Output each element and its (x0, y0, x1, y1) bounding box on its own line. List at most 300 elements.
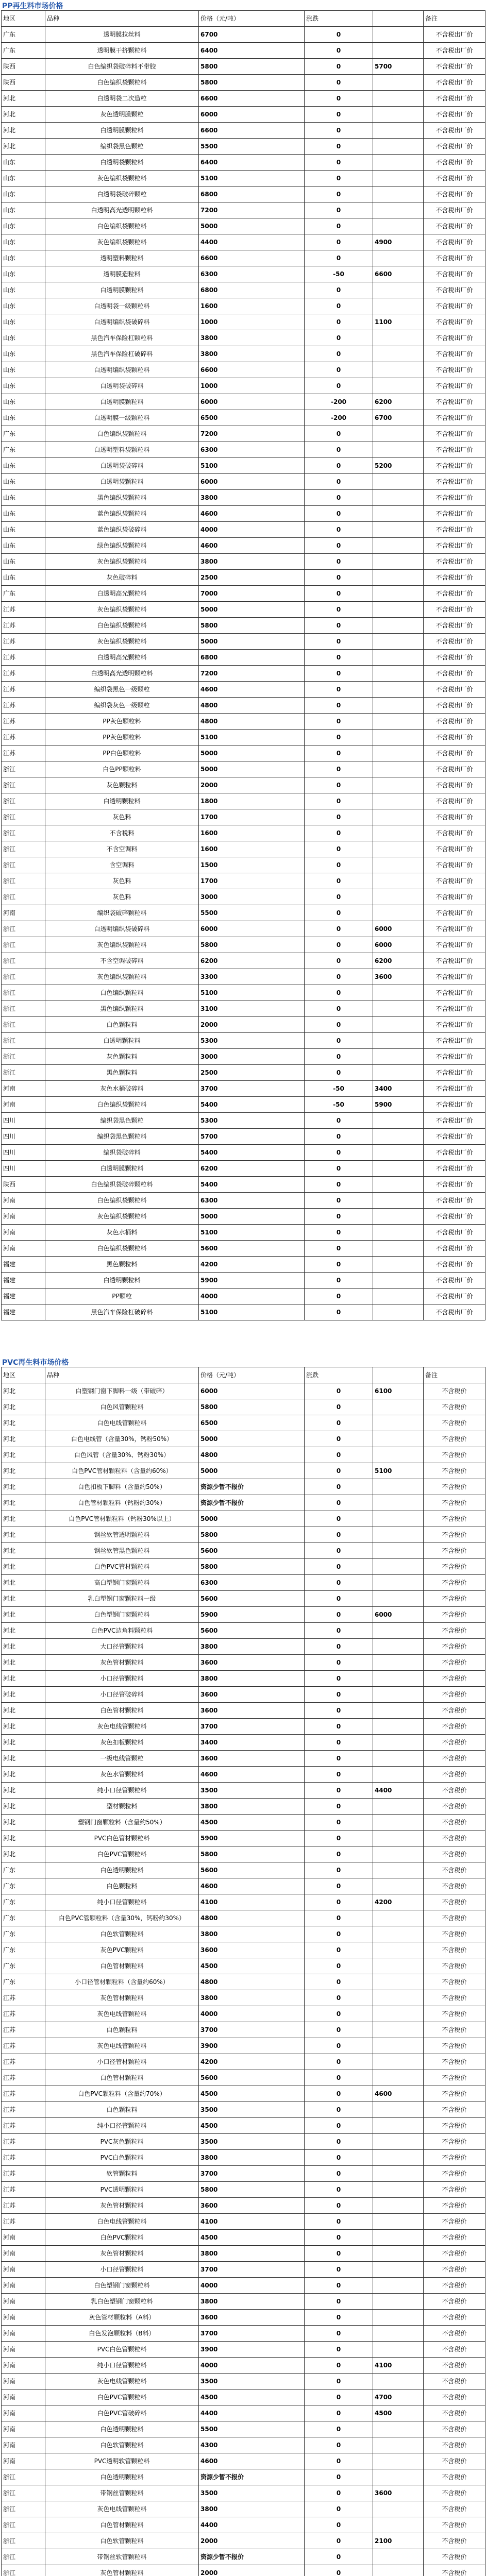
note-cell: 不含税价 (424, 1862, 485, 1878)
region-cell: 河南 (2, 1209, 45, 1225)
region-cell: 河北 (2, 1511, 45, 1527)
region-cell: 山东 (2, 458, 45, 474)
price-cell: 2500 (199, 570, 305, 586)
extra-price-cell (373, 2326, 424, 2342)
table-row (2, 953, 485, 969)
note-cell: 不含税价 (424, 1815, 485, 1831)
extra-price-cell (373, 1575, 424, 1591)
region-cell: 河北 (2, 1831, 45, 1846)
product-cell: 白透明膜颗粒料 (45, 282, 199, 298)
extra-price-cell (373, 1735, 424, 1751)
product-cell: 灰色电线管颗粒料 (45, 2374, 199, 2389)
price-cell: 6000 (199, 107, 305, 123)
note-cell: 不含税出厂价 (424, 1304, 485, 1320)
product-cell: 白色编织袋颗粒料 (45, 1097, 199, 1113)
note-cell: 不含税出厂价 (424, 75, 485, 91)
note-cell: 不含税出厂价 (424, 1241, 485, 1257)
price-cell: 3800 (199, 1639, 305, 1655)
change-cell: 0 (305, 1559, 373, 1575)
extra-price-cell: 6700 (373, 410, 424, 426)
change-cell: 0 (305, 1990, 373, 2006)
region-cell: 浙江 (2, 2517, 45, 2533)
product-cell: 灰色颗粒料 (45, 777, 199, 793)
region-cell: 江苏 (2, 698, 45, 714)
table-row (2, 1383, 485, 1399)
product-cell: 白透明膜颗粒料 (45, 123, 199, 139)
region-cell: 浙江 (2, 2485, 45, 2501)
table-row (2, 250, 485, 266)
region-cell: 河南 (2, 2374, 45, 2389)
product-cell: 小口径管材颗粒料（含量约60%） (45, 1974, 199, 1990)
change-cell: 0 (305, 793, 373, 809)
product-cell: 灰色管材颗粒料 (45, 2565, 199, 2576)
table-row (2, 1703, 485, 1719)
product-cell: 白透明编织袋颗粒料 (45, 362, 199, 378)
price-cell: 1500 (199, 857, 305, 873)
extra-price-cell (373, 1049, 424, 1065)
table-row (2, 1399, 485, 1415)
price-cell: 5000 (199, 745, 305, 761)
price-cell: 4600 (199, 538, 305, 554)
extra-price-cell (373, 1862, 424, 1878)
note-cell: 不含税出厂价 (424, 1193, 485, 1209)
note-cell: 不含税价 (424, 2150, 485, 2166)
product-cell: PVC灰色颗粒料 (45, 2134, 199, 2150)
extra-price-cell (373, 2198, 424, 2214)
note-cell: 不含税价 (424, 1623, 485, 1639)
change-cell: 0 (305, 1193, 373, 1209)
change-cell: 0 (305, 314, 373, 330)
table-row (2, 1001, 485, 1017)
change-cell: 0 (305, 218, 373, 234)
region-cell: 河南 (2, 2294, 45, 2310)
region-cell: 江苏 (2, 2150, 45, 2166)
product-cell: 白色颗粒料 (45, 2022, 199, 2038)
note-cell: 不含税出厂价 (424, 1161, 485, 1177)
region-cell: 广东 (2, 43, 45, 59)
region-cell: 河北 (2, 1671, 45, 1687)
product-cell: 纯小口径管颗粒料 (45, 1783, 199, 1799)
change-cell: 0 (305, 1942, 373, 1958)
price-cell: 4000 (199, 2278, 305, 2294)
price-cell: 6300 (199, 1193, 305, 1209)
product-cell: 编织袋黑色颗粒 (45, 139, 199, 155)
region-cell: 浙江 (2, 889, 45, 905)
extra-price-cell (373, 1289, 424, 1304)
change-cell: 0 (305, 2182, 373, 2198)
note-cell: 不含税出厂价 (424, 985, 485, 1001)
product-cell: 灰色编织袋颗粒料 (45, 554, 199, 570)
region-cell: 河南 (2, 1097, 45, 1113)
table-row (2, 2022, 485, 2038)
table-row (2, 314, 485, 330)
price-cell: 2500 (199, 1065, 305, 1081)
extra-price-cell (373, 825, 424, 841)
extra-price-cell (373, 602, 424, 618)
note-cell: 不含税出厂价 (424, 218, 485, 234)
table-row (2, 346, 485, 362)
table-row (2, 2421, 485, 2437)
table-row (2, 410, 485, 426)
price-cell: 4800 (199, 1447, 305, 1463)
header-region: 地区 (2, 1367, 45, 1383)
extra-price-cell (373, 1591, 424, 1607)
product-cell: 黑色颗粒料 (45, 1257, 199, 1273)
region-cell: 江苏 (2, 2182, 45, 2198)
note-cell: 不含税价 (424, 2166, 485, 2182)
change-cell: 0 (305, 1399, 373, 1415)
region-cell: 河北 (2, 1607, 45, 1623)
note-cell: 不含税出厂价 (424, 1257, 485, 1273)
extra-price-cell (373, 1910, 424, 1926)
extra-price-cell (373, 793, 424, 809)
extra-price-cell (373, 634, 424, 650)
extra-price-cell (373, 2469, 424, 2485)
region-cell: 浙江 (2, 985, 45, 1001)
table-row (2, 362, 485, 378)
extra-price-cell (373, 2453, 424, 2469)
extra-price-cell (373, 474, 424, 490)
note-cell: 不含税出厂价 (424, 841, 485, 857)
change-cell: 0 (305, 714, 373, 730)
note-cell: 不含税出厂价 (424, 634, 485, 650)
extra-price-cell (373, 1145, 424, 1161)
note-cell: 不含税出厂价 (424, 107, 485, 123)
table-row (2, 1431, 485, 1447)
extra-price-cell (373, 1687, 424, 1703)
change-cell: 0 (305, 330, 373, 346)
header-product: 品种 (45, 11, 199, 27)
price-cell: 2000 (199, 777, 305, 793)
change-cell: 0 (305, 1479, 373, 1495)
price-cell: 7200 (199, 426, 305, 442)
product-cell: PP灰色颗粒料 (45, 714, 199, 730)
product-cell: 白色PVC边角料颗粒料 (45, 1623, 199, 1639)
price-cell: 4100 (199, 1894, 305, 1910)
extra-price-cell (373, 1495, 424, 1511)
region-cell: 河北 (2, 1783, 45, 1799)
table-row (2, 2517, 485, 2533)
change-cell: 0 (305, 1926, 373, 1942)
extra-price-cell (373, 378, 424, 394)
table-row (2, 666, 485, 682)
region-cell: 广东 (2, 1974, 45, 1990)
price-cell: 4800 (199, 698, 305, 714)
product-cell: 白色透明颗粒料 (45, 2469, 199, 2485)
note-cell: 不含税出厂价 (424, 346, 485, 362)
price-cell: 4500 (199, 1958, 305, 1974)
region-cell: 河北 (2, 1415, 45, 1431)
extra-price-cell (373, 1974, 424, 1990)
change-cell: -200 (305, 410, 373, 426)
region-cell: 江苏 (2, 602, 45, 618)
extra-price-cell (373, 809, 424, 825)
table-row (2, 171, 485, 187)
change-cell: 0 (305, 937, 373, 953)
price-cell: 5800 (199, 75, 305, 91)
table-row (2, 394, 485, 410)
table-row (2, 2294, 485, 2310)
extra-price-cell (373, 1719, 424, 1735)
product-cell: 钢丝软管透明颗粒料 (45, 1527, 199, 1543)
change-cell: -50 (305, 1097, 373, 1113)
price-cell: 1600 (199, 825, 305, 841)
header-price: 价格（元/吨） (199, 1367, 305, 1383)
note-cell: 不含税价 (424, 2278, 485, 2294)
extra-price-cell: 6100 (373, 1383, 424, 1399)
note-cell: 不含税出厂价 (424, 698, 485, 714)
table-row (2, 554, 485, 570)
product-cell: 白透明袋二次造粒 (45, 91, 199, 107)
table-row (2, 570, 485, 586)
note-cell: 不含税出厂价 (424, 969, 485, 985)
note-cell: 不含税出厂价 (424, 921, 485, 937)
table-row (2, 426, 485, 442)
note-cell: 不含税价 (424, 1415, 485, 1431)
change-cell: 0 (305, 1974, 373, 1990)
product-cell: 透明膜拉丝料 (45, 27, 199, 43)
price-cell: 4400 (199, 2405, 305, 2421)
extra-price-cell (373, 2517, 424, 2533)
extra-price-cell (373, 490, 424, 506)
product-cell: 白色PVC管颗粒料（含量30%，钙粉约30%） (45, 1910, 199, 1926)
product-cell: 白色管材颗粒料 (45, 2517, 199, 2533)
change-cell: 0 (305, 905, 373, 921)
price-cell: 3500 (199, 2374, 305, 2389)
table-row (2, 2485, 485, 2501)
region-cell: 浙江 (2, 953, 45, 969)
region-cell: 河北 (2, 1431, 45, 1447)
price-cell: 6600 (199, 250, 305, 266)
header-product: 品种 (45, 1367, 199, 1383)
price-cell: 4500 (199, 1815, 305, 1831)
table-row (2, 1177, 485, 1193)
change-cell: 0 (305, 91, 373, 107)
product-cell: PVC白色管颗粒料 (45, 2342, 199, 2358)
note-cell: 不含税价 (424, 2421, 485, 2437)
change-cell: 0 (305, 250, 373, 266)
change-cell: 0 (305, 1735, 373, 1751)
change-cell: 0 (305, 985, 373, 1001)
product-cell: 白色扣板下脚料（含量约50%） (45, 1479, 199, 1495)
price-cell: 6600 (199, 362, 305, 378)
product-cell: 透明塑料颗粒料 (45, 250, 199, 266)
extra-price-cell (373, 362, 424, 378)
change-cell: 0 (305, 921, 373, 937)
extra-price-cell (373, 123, 424, 139)
price-cell: 2000 (199, 1017, 305, 1033)
region-cell: 山东 (2, 394, 45, 410)
price-cell: 5400 (199, 1097, 305, 1113)
table-row (2, 378, 485, 394)
pp-section-title: PP再生料市场价格 (2, 2, 63, 10)
change-cell: 0 (305, 59, 373, 75)
product-cell: 白色管材颗粒料 (45, 2070, 199, 2086)
extra-price-cell (373, 155, 424, 171)
product-cell: 白色软管颗粒料 (45, 1926, 199, 1942)
table-row (2, 1543, 485, 1559)
change-cell: 0 (305, 2070, 373, 2086)
price-cell: 资源少暂不报价 (199, 1495, 305, 1511)
region-cell: 江苏 (2, 745, 45, 761)
change-cell: 0 (305, 825, 373, 841)
note-cell: 不含税出厂价 (424, 394, 485, 410)
product-cell: 白色编织袋破碎颗粒料 (45, 1177, 199, 1193)
region-cell: 河南 (2, 1193, 45, 1209)
table-row (2, 761, 485, 777)
table-row (2, 889, 485, 905)
product-cell: 灰色编织袋颗粒料 (45, 1209, 199, 1225)
note-cell: 不含税出厂价 (424, 761, 485, 777)
product-cell: 大口径管颗粒料 (45, 1639, 199, 1655)
header-extra (373, 11, 424, 27)
change-cell: 0 (305, 1639, 373, 1655)
change-cell: 0 (305, 2485, 373, 2501)
product-cell: 高白塑钢门窗颗粒料 (45, 1575, 199, 1591)
product-cell: 灰色管材颗粒料 (45, 1990, 199, 2006)
table-row (2, 2230, 485, 2246)
extra-price-cell (373, 2278, 424, 2294)
change-cell: 0 (305, 2150, 373, 2166)
price-cell: 4600 (199, 1878, 305, 1894)
table-row (2, 266, 485, 282)
product-cell: 灰色透明膜颗粒 (45, 107, 199, 123)
note-cell: 不含税出厂价 (424, 793, 485, 809)
extra-price-cell: 4100 (373, 2358, 424, 2374)
extra-price-cell (373, 187, 424, 202)
price-cell: 4000 (199, 2006, 305, 2022)
region-cell: 河北 (2, 1719, 45, 1735)
change-cell: 0 (305, 2102, 373, 2118)
region-cell: 浙江 (2, 1049, 45, 1065)
pvc-header-row (2, 1367, 485, 1383)
region-cell: 福建 (2, 1289, 45, 1304)
extra-price-cell (373, 1559, 424, 1575)
price-cell: 3700 (199, 2326, 305, 2342)
price-cell: 7200 (199, 202, 305, 218)
note-cell: 不含税价 (424, 1383, 485, 1399)
pp-header-row (2, 11, 485, 27)
extra-price-cell (373, 1161, 424, 1177)
note-cell: 不含税价 (424, 2086, 485, 2102)
region-cell: 河北 (2, 1495, 45, 1511)
extra-price-cell: 2100 (373, 2533, 424, 2549)
change-cell: 0 (305, 202, 373, 218)
price-cell: 7200 (199, 666, 305, 682)
extra-price-cell: 1100 (373, 314, 424, 330)
extra-price-cell (373, 1655, 424, 1671)
table-row (2, 234, 485, 250)
table-row (2, 490, 485, 506)
region-cell: 四川 (2, 1145, 45, 1161)
change-cell: 0 (305, 1591, 373, 1607)
product-cell: 白色PVC颗粒料 (45, 2230, 199, 2246)
price-cell: 3500 (199, 2485, 305, 2501)
region-cell: 河北 (2, 1399, 45, 1415)
change-cell: 0 (305, 618, 373, 634)
price-cell: 4800 (199, 714, 305, 730)
change-cell: 0 (305, 298, 373, 314)
price-cell: 6000 (199, 474, 305, 490)
region-cell: 浙江 (2, 2501, 45, 2517)
table-row (2, 1671, 485, 1687)
change-cell: 0 (305, 1049, 373, 1065)
extra-price-cell (373, 2054, 424, 2070)
note-cell: 不含税出厂价 (424, 43, 485, 59)
price-cell: 5900 (199, 1607, 305, 1623)
price-cell: 4000 (199, 2358, 305, 2374)
price-cell: 3700 (199, 2022, 305, 2038)
product-cell: 白透明高光透明颗粒料 (45, 666, 199, 682)
change-cell: 0 (305, 1161, 373, 1177)
note-cell: 不含税出厂价 (424, 857, 485, 873)
note-cell: 不含税价 (424, 1591, 485, 1607)
change-cell: 0 (305, 1033, 373, 1049)
note-cell: 不含税出厂价 (424, 250, 485, 266)
region-cell: 山东 (2, 346, 45, 362)
change-cell: 0 (305, 43, 373, 59)
price-cell: 5500 (199, 139, 305, 155)
price-cell: 3500 (199, 2134, 305, 2150)
note-cell: 不含税出厂价 (424, 155, 485, 171)
price-cell: 3800 (199, 2501, 305, 2517)
product-cell: 白透明袋颗粒料 (45, 474, 199, 490)
note-cell: 不含税价 (424, 2294, 485, 2310)
region-cell: 浙江 (2, 1033, 45, 1049)
price-cell: 1600 (199, 298, 305, 314)
note-cell: 不含税价 (424, 1767, 485, 1783)
extra-price-cell (373, 2182, 424, 2198)
product-cell: 灰色编织袋颗粒料 (45, 234, 199, 250)
extra-price-cell (373, 107, 424, 123)
change-cell: 0 (305, 2501, 373, 2517)
price-cell: 5000 (199, 218, 305, 234)
change-cell: 0 (305, 1703, 373, 1719)
region-cell: 山东 (2, 410, 45, 426)
table-row (2, 1942, 485, 1958)
price-cell: 5100 (199, 171, 305, 187)
product-cell: 白色电线管颗粒料 (45, 1415, 199, 1431)
price-cell: 6000 (199, 1383, 305, 1399)
change-cell: 0 (305, 698, 373, 714)
product-cell: 白色编织袋颗粒料 (45, 1241, 199, 1257)
note-cell: 不含税价 (424, 2054, 485, 2070)
header-price: 价格（元/吨） (199, 11, 305, 27)
extra-price-cell (373, 873, 424, 889)
change-cell: 0 (305, 2294, 373, 2310)
note-cell: 不含税价 (424, 1655, 485, 1671)
product-cell: 白透明袋破碎颗粒 (45, 187, 199, 202)
region-cell: 河北 (2, 1815, 45, 1831)
region-cell: 河北 (2, 1655, 45, 1671)
product-cell: 白色PVC管材颗粒料 (45, 1559, 199, 1575)
region-cell: 福建 (2, 1257, 45, 1273)
price-cell: 3800 (199, 1926, 305, 1942)
product-cell: PVC透明软管颗粒料 (45, 2453, 199, 2469)
table-row (2, 1974, 485, 1990)
price-cell: 3900 (199, 2038, 305, 2054)
product-cell: 灰色PVC颗粒料 (45, 1942, 199, 1958)
table-row (2, 1815, 485, 1831)
table-row (2, 857, 485, 873)
region-cell: 广东 (2, 426, 45, 442)
extra-price-cell (373, 2421, 424, 2437)
change-cell: 0 (305, 1783, 373, 1799)
region-cell: 河北 (2, 139, 45, 155)
table-row (2, 1241, 485, 1257)
table-row (2, 602, 485, 618)
region-cell: 河北 (2, 1799, 45, 1815)
